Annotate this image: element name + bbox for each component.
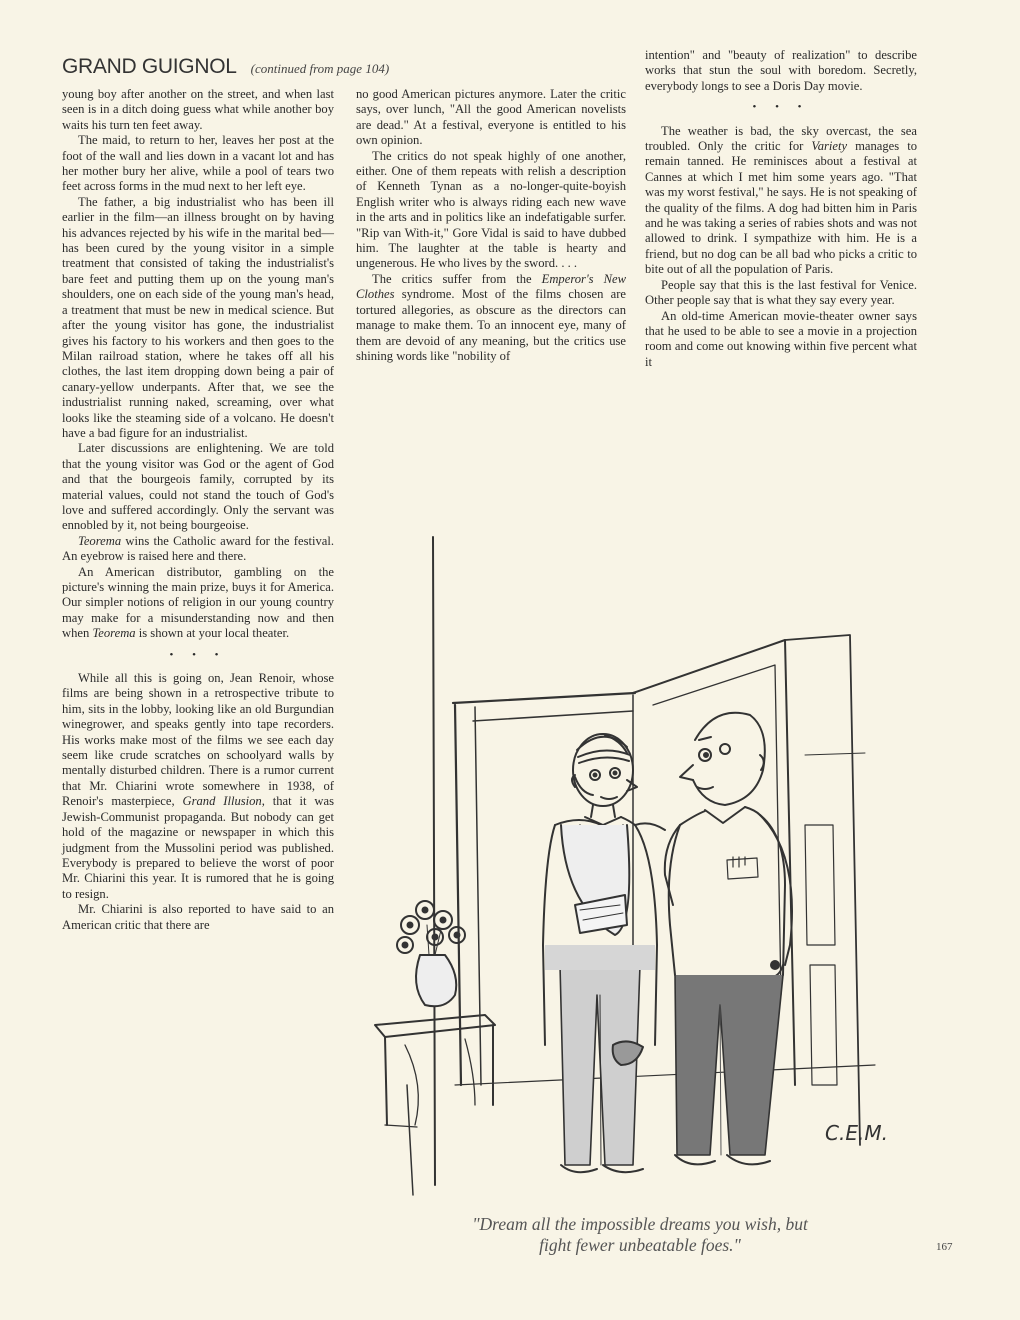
paragraph-text: , that it was Jewish-Communist propaganda. But nobody can get hold of the magazine or newspaper in which this judgment from the Mussolini period was published. Everybody is prepared to believe the worst of poor Mr. Chiarini this year. It is rumored that he is going to resign.	[62, 794, 334, 901]
film-title: Teorema	[92, 626, 136, 641]
paragraph: intention" and "beauty of realization" to describe works that stun the soul with boredom. Secretly, everybody longs to see a Doris Day movie.	[645, 48, 917, 93]
publication-title: Variety	[811, 139, 848, 154]
film-title: Teorema	[78, 533, 122, 548]
paragraph-text: The critics suffer from the	[372, 271, 542, 286]
paragraph: An old-time American movie-theater owner says that he used to be able to see a movie in a projection room and come out knowing within five percent what it	[645, 308, 917, 369]
paragraph: no good American pictures anymore. Later the critic says, over lunch, "All the good American novelists are dead." At a festival, everyone is entitled to his own opinion.	[356, 87, 626, 148]
paragraph-text: syndrome. Most of the films chosen are tortured allegories, as obscure as the directors can manage to make them. To an innocent eye, many of them are devoid of any meaning, but the critics use shining words like "nobility of	[356, 287, 626, 363]
film-title: Grand Illusion	[182, 794, 262, 809]
cartoon-illustration	[365, 525, 925, 1215]
article-title: GRAND GUIGNOL	[62, 55, 237, 78]
paragraph	[62, 671, 334, 902]
page-number: 167	[936, 1241, 953, 1253]
artist-signature: C.E.M.	[825, 1121, 888, 1145]
section-break: • • •	[752, 101, 810, 114]
title-reference: Emperor's New Clothes	[356, 271, 626, 302]
paragraph: The critics do not speak highly of one another, either. One of them repeats with relish a description of Kenneth Tynan as a no-longer-quite-boyish English writer who is always riding each new wave in the arts and in politics like an indefatigable surfer. "Rip van With-it," Gore Vidal is said to have dubbed him. The laughter at the table is hearty and ungenerous. He who lives by the sword. . . .	[356, 148, 626, 271]
paragraph	[62, 565, 334, 642]
text-column-right	[645, 48, 917, 370]
paragraph-text: wins the Catholic award for the festival. An eyebrow is raised here and there.	[62, 533, 334, 564]
flower-vase	[397, 901, 465, 1006]
article-header	[62, 55, 389, 79]
paragraph: People say that this is the last festival for Venice. Other people say that is what they say every year.	[645, 277, 917, 308]
cartoon-caption	[400, 1214, 880, 1256]
caption-line: fight fewer unbeatable foes."	[539, 1235, 741, 1255]
paragraph-text: is shown at your local theater.	[135, 626, 290, 641]
injured-man	[543, 734, 657, 1172]
text-column-left	[62, 87, 334, 933]
paragraph	[356, 272, 626, 364]
paragraph-text: An American distributor, gambling on the picture's winning the main prize, buys it for America. Our simpler notions of religion in our young country may make for a misunderstanding now and then when	[62, 564, 334, 641]
continued-note: (continued from page 104)	[250, 61, 390, 76]
paragraph-text: While all this is going on, Jean Renoir, whose films are being shown in a retrospective tribute to him, sits in the lobby, looking like an old Burgundian winegrower, and speaks gently into tape recorders. His works make most of the films we see each day seem like crude scratches on schoolyard walls by mentally disturbed children. There is a rumor current that Mr. Chiarini wrote somewhere in 1938, of Renoir's masterpiece,	[62, 671, 334, 809]
paragraph: Later discussions are enlightening. We are told that the young visitor was God or the agent of God and that the bourgeois family, corrupted by its material values, could not stand the touch of God's love and suffered accordingly. Only the servant was ennobled by it, not being bourgeoise.	[62, 441, 334, 533]
bald-man	[635, 713, 792, 1165]
paragraph: The maid, to return to her, leaves her post at the foot of the wall and lies down in a vacant lot and has her mother bury her alive, while a pool of tears two feet across forms in the mud next to her left eye.	[62, 133, 334, 194]
paragraph: young boy after another on the street, and when last seen is in a ditch doing guess what while another boy waits his turn ten feet away.	[62, 87, 334, 132]
wall-edge	[433, 537, 435, 1185]
paragraph: Mr. Chiarini is also reported to have said to an American critic that there are	[62, 902, 334, 932]
caption-line: "Dream all the impossible dreams you wish, but	[472, 1214, 808, 1234]
section-break: • • •	[169, 648, 227, 661]
paragraph	[645, 124, 917, 278]
paragraph: The father, a big industrialist who has been ill earlier in the film—an illness brought on by having his advances rejected by his wife in the marital bed—has been cured by the young visitor in a simple treatment that consisted of taking the industrialist's bare feet and putting them up on the young man's shoulders, one on each side of the young man's head, a treatment that must be new in medical science. But after the young visitor has gone, the industrialist gives his factory to his workers and then goes to the Milan railroad station, where he takes off all his clothes, the last item dropping down being a pair of canary-yellow underpants. After that, we see the industrialist running naked, screaming, over what looks like the steaming side of a volcano. He doesn't have a bad figure for an industrialist.	[62, 194, 334, 440]
paragraph-text: The weather is bad, the sky overcast, the sea troubled. Only the critic for	[645, 123, 917, 154]
paragraph-text: manages to remain tanned. He reminisces about a festival at Cannes at which I met him some years ago. "That was my worst festival," he says. He is not speaking of the quality of the films. A dog had bitten him in Paris and he was taking a series of rabies shots and was not allowed to drink. I sympathize with him. He is a friend, but no dog can be all bad who picks a critic to bite out of all the population of Paris.	[645, 139, 917, 277]
text-column-middle	[356, 87, 626, 364]
paragraph	[62, 534, 334, 565]
